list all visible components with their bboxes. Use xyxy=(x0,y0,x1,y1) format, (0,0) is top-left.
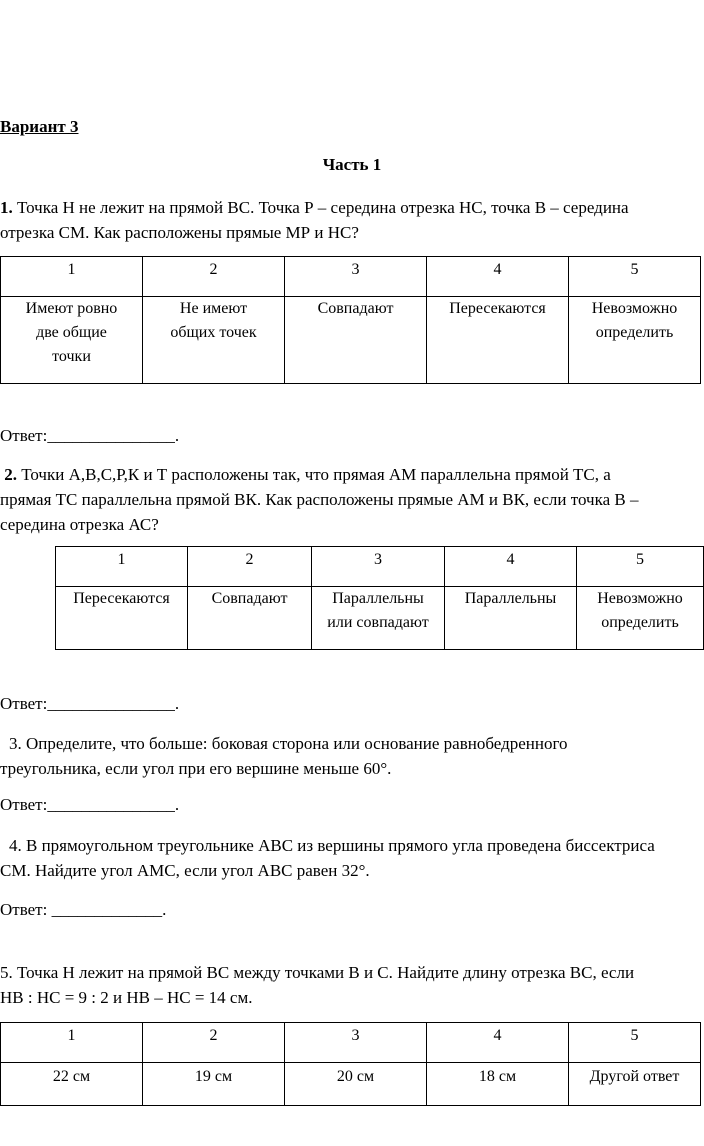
q1-option-2-line: Не имеют xyxy=(179,300,248,317)
question-1-number: 1. xyxy=(0,198,13,217)
q2-option-4 xyxy=(445,587,577,650)
question-4-line-2: СМ. Найдите угол АМС, если угол АВС равен 32°. xyxy=(0,861,370,880)
q2-col-5: 5 xyxy=(577,547,704,587)
question-1-answer: Ответ:_______________. xyxy=(0,426,180,445)
question-5-line-1: 5. Точка Н лежит на прямой ВС между точками В и С. Найдите длину отрезка ВС, если xyxy=(0,963,635,982)
q1-option-2 xyxy=(143,297,285,384)
q5-col-3: 3 xyxy=(285,1023,427,1063)
question-2-number: 2. xyxy=(4,465,17,484)
q2-col-2: 2 xyxy=(188,547,312,587)
question-2-line-2: прямая ТС параллельна прямой ВК. Как расположены прямые АМ и ВК, если точка В – xyxy=(0,490,639,509)
question-5 xyxy=(0,960,704,1010)
q5-col-2: 2 xyxy=(143,1023,285,1063)
q1-option-2-line: общих точек xyxy=(170,324,257,341)
question-4-answer: Ответ: _____________. xyxy=(0,900,167,919)
q2-option-3-line: Параллельны xyxy=(332,590,424,607)
q2-option-1-line: Пересекаются xyxy=(73,590,170,607)
question-4-line-1: 4. В прямоугольном треугольнике АВС из вершины прямого угла проведена биссектриса xyxy=(9,836,655,855)
q5-col-1: 1 xyxy=(1,1023,143,1063)
question-2-line-1 xyxy=(0,462,704,487)
q1-option-5-line: Невозможно xyxy=(591,300,678,317)
question-3-line-2: треугольника, если угол при его вершине меньше 60°. xyxy=(0,759,392,778)
q5-col-4: 4 xyxy=(427,1023,569,1063)
question-5-line-2: НВ : НС = 9 : 2 и НВ – НС = 14 см. xyxy=(0,988,253,1007)
q1-col-5: 5 xyxy=(569,257,701,297)
q2-option-2-line: Совпадают xyxy=(211,590,288,607)
question-3-line-1: 3. Определите, что больше: боковая сторона или основание равнобедренного xyxy=(9,734,568,753)
q1-col-2: 2 xyxy=(143,257,285,297)
q2-option-3 xyxy=(312,587,445,650)
q2-option-3-line: или совпадают xyxy=(327,614,429,631)
q1-option-5 xyxy=(569,297,701,384)
q5-option-3: 20 см xyxy=(285,1063,427,1106)
q2-option-2 xyxy=(188,587,312,650)
q1-col-3: 3 xyxy=(285,257,427,297)
q5-option-2: 19 см xyxy=(143,1063,285,1106)
q1-option-1-line: две общие xyxy=(36,324,107,341)
question-4 xyxy=(0,833,704,883)
question-2-line-3: середина отрезка АС? xyxy=(0,515,159,534)
question-1-line-2: отрезка СМ. Как расположены прямые МР и НС? xyxy=(0,223,359,242)
q1-option-4-line: Пересекаются xyxy=(449,300,546,317)
q1-option-1 xyxy=(1,297,143,384)
q1-option-3 xyxy=(285,297,427,384)
question-1-options-table xyxy=(0,256,701,384)
question-1-text: Точка Н не лежит на прямой ВС. Точка Р – середина отрезка НС, точка В – середина xyxy=(12,198,629,217)
variant-title: Вариант 3 xyxy=(0,117,79,136)
q2-option-1 xyxy=(56,587,188,650)
q1-option-5-line: определить xyxy=(595,324,674,341)
q1-col-4: 4 xyxy=(427,257,569,297)
q2-col-4: 4 xyxy=(445,547,577,587)
question-2-answer: Ответ:_______________. xyxy=(0,694,180,713)
q1-option-1-line: точки xyxy=(52,348,91,365)
question-5-options-table xyxy=(0,1022,701,1106)
q1-option-3-line: Совпадают xyxy=(317,300,394,317)
q1-option-1-line: Имеют ровно xyxy=(25,300,118,317)
q2-option-5-line: определить xyxy=(601,614,679,631)
q5-option-1: 22 см xyxy=(1,1063,143,1106)
q1-option-4 xyxy=(427,297,569,384)
q2-option-4-line: Параллельны xyxy=(464,590,557,607)
q2-option-5-line: Невозможно xyxy=(597,590,683,607)
question-3 xyxy=(0,731,704,781)
q2-option-5 xyxy=(577,587,704,650)
question-2-options-table xyxy=(55,546,704,650)
q1-col-1: 1 xyxy=(1,257,143,297)
question-3-answer: Ответ:_______________. xyxy=(0,795,180,814)
q5-col-5: 5 xyxy=(569,1023,701,1063)
part-title: Часть 1 xyxy=(322,155,382,174)
question-1 xyxy=(0,195,704,245)
q2-col-3: 3 xyxy=(312,547,445,587)
q2-col-1: 1 xyxy=(56,547,188,587)
q5-option-5: Другой ответ xyxy=(569,1063,701,1106)
question-1-line-1 xyxy=(0,195,704,220)
question-2 xyxy=(0,462,704,537)
q5-option-4: 18 см xyxy=(427,1063,569,1106)
question-2-text: Точки А,В,С,Р,К и Т расположены так, что прямая АМ параллельна прямой ТС, а xyxy=(17,465,611,484)
